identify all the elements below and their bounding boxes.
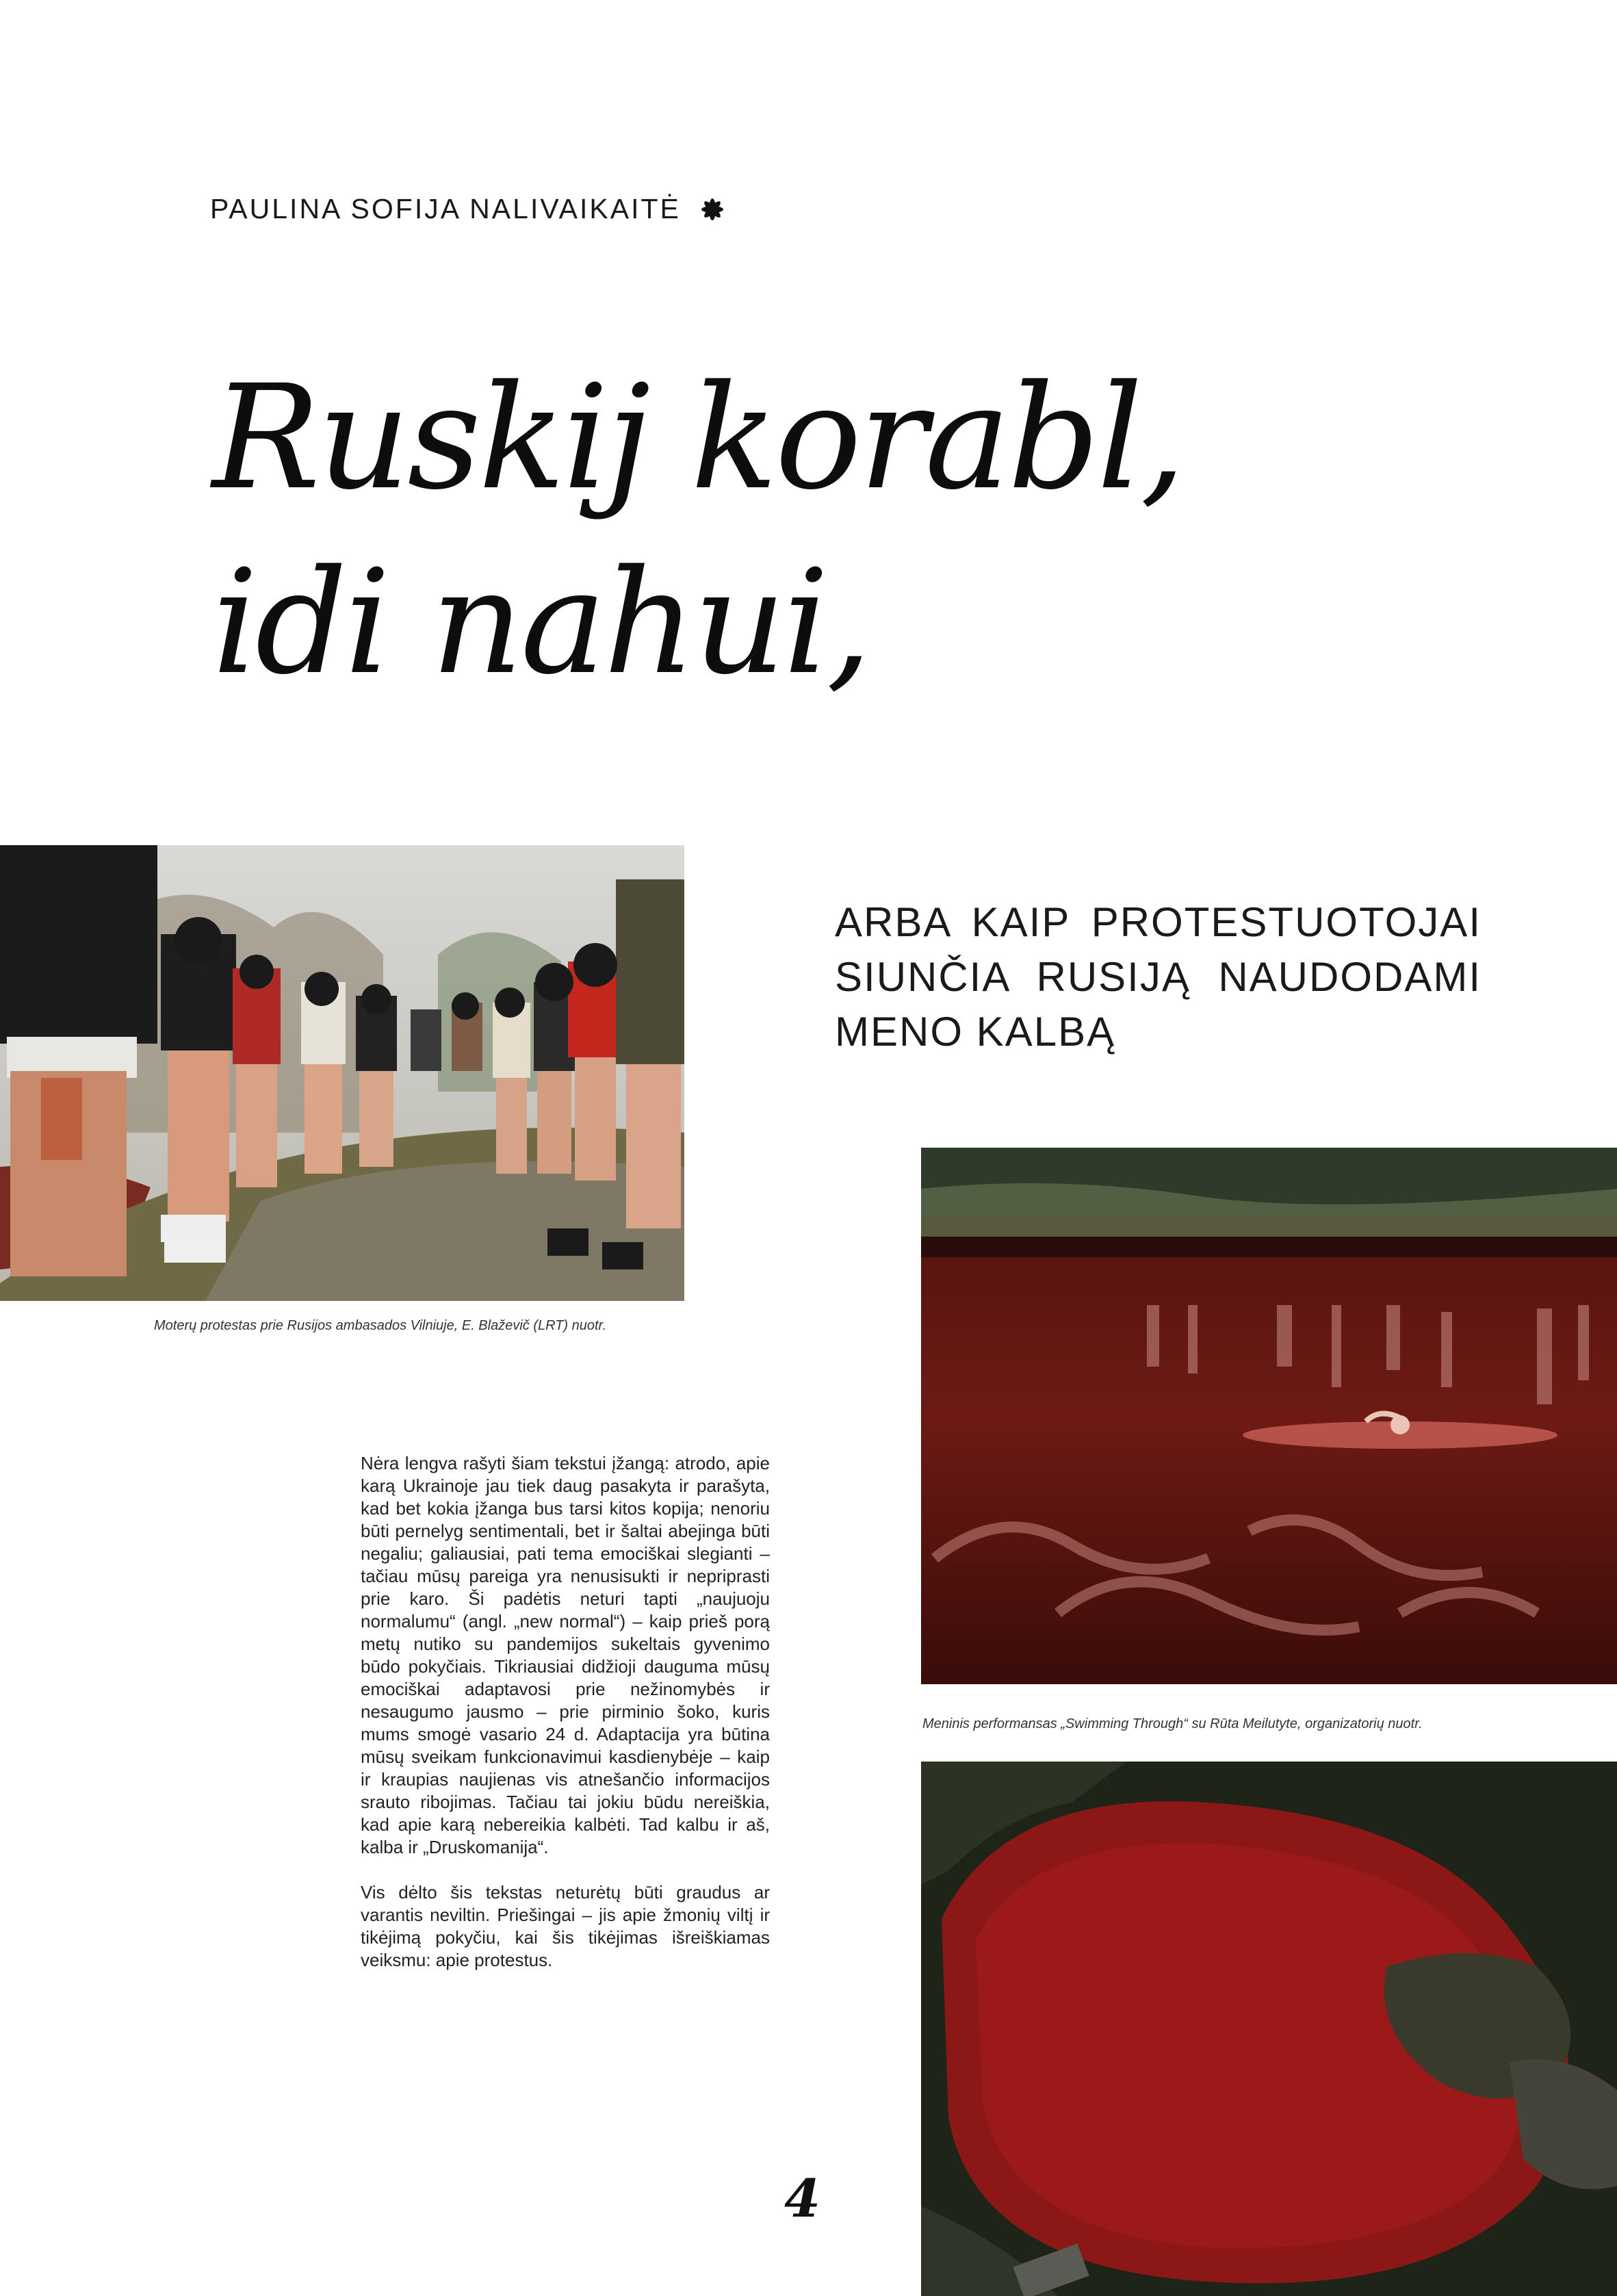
author-line <box>210 193 726 225</box>
protest-photo-caption: Moterų protestas prie Rusijos ambasados Vilniuje, E. Blaževič (LRT) nuotr. <box>154 1318 607 1333</box>
swimming-photo <box>921 1148 1617 1684</box>
author-name: PAULINA SOFIJA NALIVAIKAITĖ <box>210 193 681 224</box>
title-line-1: Ruskij korabl, <box>212 354 1184 521</box>
asterisk-flower-icon <box>699 196 726 223</box>
article-body <box>361 1452 770 1994</box>
body-paragraph-1: Nėra lengva rašyti šiam tekstui įžangą: atrodo, apie karą Ukrainoje jau tiek daug pasakyta ir parašyta, kad bet kokia įžanga bus tarsi kitos kopija; nenoriu būti pernelyg sentimentali, bet ir šaltai abejinga būti negaliu; galiausiai, pati tema emociškai slegianti – tačiau mūsų pareiga yra nenusisukti ir nepriprasti prie karo. Ši padėtis neturi tapti „naujuoju normalumu“ (angl. „new normal“) – kaip prieš porą metų nutiko su pandemijos sukeltais gyvenimo būdo pokyčiais. Tikriausiai didžioji dauguma mūsų emociškai adaptavosi prie nežinomybės ir nesaugumo jausmo – prie pirminio šoko, kuris mums smogė vasario 24 d. Adaptacija yra būtina mūsų sveikam funkcionavimui kasdienybėje – kaip ir kraupias naujienas vis atnešančio informacijos srauto ribojimas. Tačiau tai jokiu būdu nereiškia, kad apie karą nebereikia kalbėti. Tad kalbu ir aš, kalba ir „Druskomanija“. <box>361 1453 770 1857</box>
article-title <box>212 346 1183 715</box>
aerial-pond-photo <box>921 1762 1617 2296</box>
swimming-photo-caption: Meninis performansas „Swimming Through“ su Rūta Meilutyte, organizatorių nuotr. <box>922 1716 1423 1731</box>
body-paragraph-2: Vis dėlto šis tekstas neturėtų būti graudus ar varantis neviltin. Priešingai – jis apie žmonių viltį ir tikėjimą pokyčiu, kai šis tikėjimas išreiškiamas veiksmu: apie protestus. <box>361 1882 770 1970</box>
page-number: 4 <box>784 2168 820 2229</box>
article-subtitle: ARBA KAIP PROTESTUOTOJAI SIUNČIA RUSIJĄ NAUDODAMI MENO KALBĄ <box>835 899 1482 1055</box>
title-line-2: idi nahui, <box>212 539 870 706</box>
protest-photo <box>0 845 684 1301</box>
